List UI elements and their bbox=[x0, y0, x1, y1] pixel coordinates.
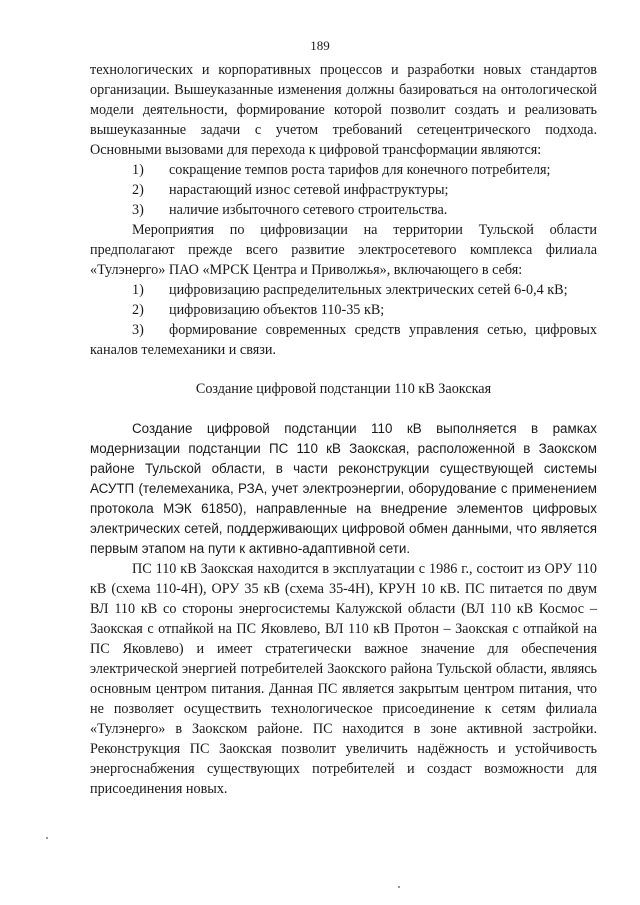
scan-speck bbox=[398, 886, 400, 888]
list-text: наличие избыточного сетевого строительства. bbox=[169, 202, 448, 218]
list-text: нарастающий износ сетевой инфраструктуры; bbox=[169, 182, 449, 198]
page-number: 189 bbox=[310, 38, 330, 53]
list-number: 3) bbox=[132, 202, 144, 218]
list-number: 2) bbox=[132, 302, 144, 318]
section-heading: Создание цифровой подстанции 110 кВ Заокская bbox=[195, 381, 492, 397]
list-number: 3) bbox=[132, 322, 144, 338]
challenges-list bbox=[90, 160, 597, 220]
paragraph-intro: технологических и корпоративных процессов и разработки новых стандартов организации. Вышеуказанные изменения должны базироваться на онтологической модели деятельности, формирование которой позволит создать и реализовать вышеуказанные задачи с учетом требований сетецентрического подхода. Основными вызовами для перехода к цифровой трансформации являются: bbox=[90, 62, 597, 158]
list-item bbox=[90, 160, 597, 180]
paragraph-measures: Мероприятия по цифровизации на территории Тульской области предполагают прежде всего развитие электросетевого комплекса филиала «Тулэнерго» ПАО «МРСК Центра и Приволжья», включающего в себя: bbox=[90, 222, 597, 278]
list-item bbox=[90, 300, 597, 320]
list-text: цифровизацию распределительных электрических сетей 6-0,4 кВ; bbox=[169, 282, 568, 298]
list-item bbox=[90, 200, 597, 220]
paragraph-substation-description: ПС 110 кВ Заокская находится в эксплуатации с 1986 г., состоит из ОРУ 110 кВ (схема 110-4Н), ОРУ 35 кВ (схема 35-4Н), КРУН 10 кВ. ПС питается по двум ВЛ 110 кВ со стороны энергосистемы Калужской области (ВЛ 110 кВ Космос – Заокская с отпайкой на ПС Яковлево, ВЛ 110 кВ Протон – Заокская с отпайкой на ПС Яковлево) и имеет стратегически важное значение для обеспечения электрической энергией потребителей Заокского района Тульской области, являясь основным центром питания. Данная ПС является закрытым центром питания, что не позволяет осуществить технологическое присоединение к сетям филиала «Тулэнерго» в Заокском районе. ПС находится в зоне активной застройки. Реконструкция ПС Заокская позволит увеличить надёжность и устойчивость энергоснабжения существующих потребителей и создаст возможности для присоединения новых. bbox=[90, 561, 597, 797]
measures-list bbox=[90, 280, 597, 360]
list-text: формирование современных средств управления сетью, цифровых каналов телемеханики и связи. bbox=[90, 322, 597, 358]
list-item bbox=[90, 280, 597, 300]
scan-speck bbox=[46, 837, 48, 839]
page-body bbox=[90, 60, 597, 799]
list-number: 1) bbox=[132, 162, 144, 178]
list-item bbox=[90, 180, 597, 200]
list-number: 1) bbox=[132, 282, 144, 298]
list-text: сокращение темпов роста тарифов для конечного потребителя; bbox=[169, 162, 551, 178]
list-item bbox=[90, 320, 597, 360]
list-text: цифровизацию объектов 110-35 кВ; bbox=[169, 302, 385, 318]
list-number: 2) bbox=[132, 182, 144, 198]
paragraph-substation-creation: Создание цифровой подстанции 110 кВ выполняется в рамках модернизации подстанции ПС 110 кВ Заокская, расположенной в Заокском районе Тульской области, в части реконструкции существующей системы АСУТП (телемеханика, РЗА, учет электроэнергии, оборудование с применением протокола МЭК 61850), направленные на внедрение элементов цифровых электрических сетей, поддерживающих цифровой обмен данными, что является первым этапом на пути к активно-адаптивной сети. bbox=[90, 421, 597, 556]
